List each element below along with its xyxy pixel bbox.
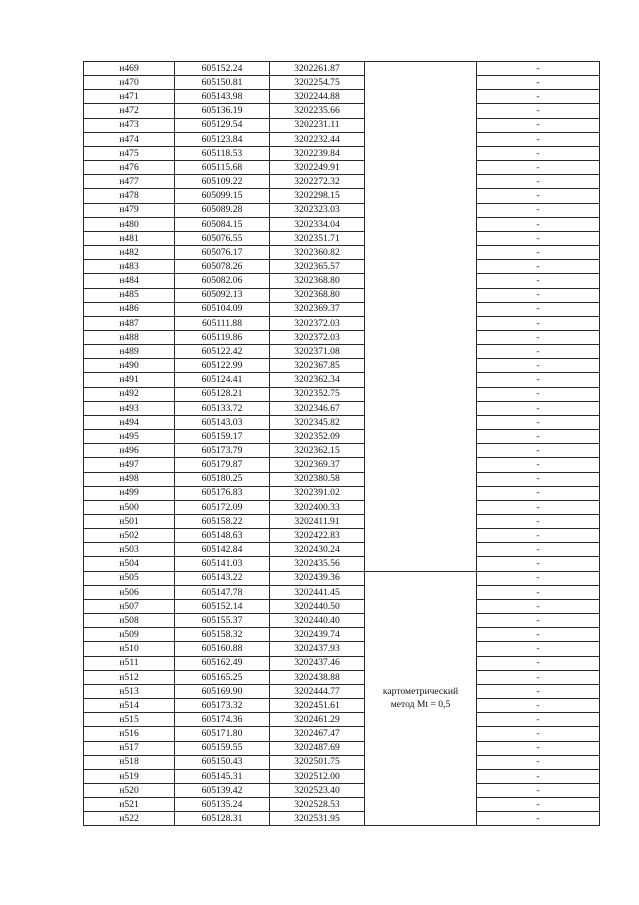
table-row xyxy=(84,486,600,500)
accuracy-mark-cell: - xyxy=(477,699,600,713)
y-coordinate-cell: 3202254.75 xyxy=(270,76,365,90)
accuracy-mark-cell: - xyxy=(477,373,600,387)
accuracy-mark-cell: - xyxy=(477,713,600,727)
accuracy-mark-cell: - xyxy=(477,330,600,344)
accuracy-mark-cell: - xyxy=(477,132,600,146)
y-coordinate-cell: 3202430.24 xyxy=(270,543,365,557)
point-id-cell: н486 xyxy=(84,302,175,316)
x-coordinate-cell: 605115.68 xyxy=(175,161,270,175)
x-coordinate-cell: 605179.87 xyxy=(175,458,270,472)
point-id-cell: н495 xyxy=(84,430,175,444)
x-coordinate-cell: 605122.99 xyxy=(175,359,270,373)
y-coordinate-cell: 3202362.15 xyxy=(270,444,365,458)
accuracy-mark-cell: - xyxy=(477,203,600,217)
x-coordinate-cell: 605076.55 xyxy=(175,231,270,245)
x-coordinate-cell: 605173.32 xyxy=(175,699,270,713)
point-id-cell: н497 xyxy=(84,458,175,472)
accuracy-mark-cell: - xyxy=(477,500,600,514)
accuracy-mark-cell: - xyxy=(477,146,600,160)
method-cell xyxy=(365,62,477,572)
y-coordinate-cell: 3202371.08 xyxy=(270,345,365,359)
y-coordinate-cell: 3202438.88 xyxy=(270,670,365,684)
point-id-cell: н501 xyxy=(84,515,175,529)
accuracy-mark-cell: - xyxy=(477,260,600,274)
point-id-cell: н500 xyxy=(84,500,175,514)
point-id-cell: н493 xyxy=(84,401,175,415)
y-coordinate-cell: 3202244.88 xyxy=(270,90,365,104)
y-coordinate-cell: 3202444.77 xyxy=(270,684,365,698)
point-id-cell: н510 xyxy=(84,642,175,656)
x-coordinate-cell: 605159.17 xyxy=(175,430,270,444)
y-coordinate-cell: 3202323.03 xyxy=(270,203,365,217)
y-coordinate-cell: 3202369.37 xyxy=(270,302,365,316)
accuracy-mark-cell: - xyxy=(477,755,600,769)
point-id-cell: н491 xyxy=(84,373,175,387)
point-id-cell: н514 xyxy=(84,699,175,713)
point-id-cell: н515 xyxy=(84,713,175,727)
accuracy-mark-cell: - xyxy=(477,628,600,642)
point-id-cell: н483 xyxy=(84,260,175,274)
point-id-cell: н496 xyxy=(84,444,175,458)
x-coordinate-cell: 605143.03 xyxy=(175,415,270,429)
table-row xyxy=(84,684,600,698)
x-coordinate-cell: 605076.17 xyxy=(175,246,270,260)
table-row xyxy=(84,543,600,557)
x-coordinate-cell: 605173.79 xyxy=(175,444,270,458)
point-id-cell: н506 xyxy=(84,585,175,599)
table-row xyxy=(84,345,600,359)
x-coordinate-cell: 605123.84 xyxy=(175,132,270,146)
table-row xyxy=(84,175,600,189)
point-id-cell: н509 xyxy=(84,628,175,642)
table-row xyxy=(84,557,600,571)
accuracy-mark-cell: - xyxy=(477,727,600,741)
y-coordinate-cell: 3202512.00 xyxy=(270,769,365,783)
table-row xyxy=(84,316,600,330)
y-coordinate-cell: 3202411.91 xyxy=(270,515,365,529)
x-coordinate-cell: 605150.81 xyxy=(175,76,270,90)
accuracy-mark-cell: - xyxy=(477,741,600,755)
table-row xyxy=(84,430,600,444)
y-coordinate-cell: 3202232.44 xyxy=(270,132,365,146)
point-id-cell: н476 xyxy=(84,161,175,175)
accuracy-mark-cell: - xyxy=(477,104,600,118)
y-coordinate-cell: 3202528.53 xyxy=(270,798,365,812)
x-coordinate-cell: 605092.13 xyxy=(175,288,270,302)
accuracy-mark-cell: - xyxy=(477,486,600,500)
x-coordinate-cell: 605099.15 xyxy=(175,189,270,203)
y-coordinate-cell: 3202380.58 xyxy=(270,472,365,486)
point-id-cell: н517 xyxy=(84,741,175,755)
accuracy-mark-cell: - xyxy=(477,231,600,245)
y-coordinate-cell: 3202352.75 xyxy=(270,387,365,401)
accuracy-mark-cell: - xyxy=(477,345,600,359)
point-id-cell: н484 xyxy=(84,274,175,288)
method-text-line: метод Mt = 0,5 xyxy=(390,698,451,710)
table-row xyxy=(84,359,600,373)
x-coordinate-cell: 605142.84 xyxy=(175,543,270,557)
table-row xyxy=(84,76,600,90)
accuracy-mark-cell: - xyxy=(477,90,600,104)
table-row xyxy=(84,387,600,401)
y-coordinate-cell: 3202352.09 xyxy=(270,430,365,444)
method-cell xyxy=(365,571,477,826)
table-row xyxy=(84,203,600,217)
y-coordinate-cell: 3202345.82 xyxy=(270,415,365,429)
point-id-cell: н489 xyxy=(84,345,175,359)
x-coordinate-cell: 605171.80 xyxy=(175,727,270,741)
accuracy-mark-cell: - xyxy=(477,387,600,401)
accuracy-mark-cell: - xyxy=(477,585,600,599)
table-row xyxy=(84,571,600,585)
y-coordinate-cell: 3202451.61 xyxy=(270,699,365,713)
table-row xyxy=(84,118,600,132)
x-coordinate-cell: 605111.88 xyxy=(175,316,270,330)
x-coordinate-cell: 605078.26 xyxy=(175,260,270,274)
x-coordinate-cell: 605147.78 xyxy=(175,585,270,599)
point-id-cell: н488 xyxy=(84,330,175,344)
method-text-line: картометрический xyxy=(382,685,459,697)
point-id-cell: н498 xyxy=(84,472,175,486)
accuracy-mark-cell: - xyxy=(477,798,600,812)
x-coordinate-cell: 605119.86 xyxy=(175,330,270,344)
x-coordinate-cell: 605143.22 xyxy=(175,571,270,585)
accuracy-mark-cell: - xyxy=(477,76,600,90)
y-coordinate-cell: 3202235.66 xyxy=(270,104,365,118)
point-id-cell: н481 xyxy=(84,231,175,245)
x-coordinate-cell: 605155.37 xyxy=(175,614,270,628)
point-id-cell: н520 xyxy=(84,783,175,797)
accuracy-mark-cell: - xyxy=(477,529,600,543)
point-id-cell: н471 xyxy=(84,90,175,104)
point-id-cell: н480 xyxy=(84,217,175,231)
table-row xyxy=(84,585,600,599)
table-row xyxy=(84,599,600,613)
accuracy-mark-cell: - xyxy=(477,670,600,684)
point-id-cell: н470 xyxy=(84,76,175,90)
x-coordinate-cell: 605162.49 xyxy=(175,656,270,670)
y-coordinate-cell: 3202367.85 xyxy=(270,359,365,373)
y-coordinate-cell: 3202435.56 xyxy=(270,557,365,571)
accuracy-mark-cell: - xyxy=(477,217,600,231)
table-row xyxy=(84,529,600,543)
x-coordinate-cell: 605082.06 xyxy=(175,274,270,288)
y-coordinate-cell: 3202362.34 xyxy=(270,373,365,387)
accuracy-mark-cell: - xyxy=(477,415,600,429)
table-row xyxy=(84,741,600,755)
x-coordinate-cell: 605118.53 xyxy=(175,146,270,160)
x-coordinate-cell: 605165.25 xyxy=(175,670,270,684)
x-coordinate-cell: 605169.90 xyxy=(175,684,270,698)
table-row xyxy=(84,161,600,175)
accuracy-mark-cell: - xyxy=(477,161,600,175)
x-coordinate-cell: 605159.55 xyxy=(175,741,270,755)
x-coordinate-cell: 605150.43 xyxy=(175,755,270,769)
table-row xyxy=(84,132,600,146)
table-row xyxy=(84,260,600,274)
y-coordinate-cell: 3202372.03 xyxy=(270,330,365,344)
point-id-cell: н472 xyxy=(84,104,175,118)
y-coordinate-cell: 3202346.67 xyxy=(270,401,365,415)
y-coordinate-cell: 3202439.74 xyxy=(270,628,365,642)
x-coordinate-cell: 605176.83 xyxy=(175,486,270,500)
table-row xyxy=(84,755,600,769)
x-coordinate-cell: 605152.14 xyxy=(175,599,270,613)
accuracy-mark-cell: - xyxy=(477,62,600,76)
x-coordinate-cell: 605084.15 xyxy=(175,217,270,231)
accuracy-mark-cell: - xyxy=(477,783,600,797)
table-row xyxy=(84,246,600,260)
table-row xyxy=(84,288,600,302)
point-id-cell: н521 xyxy=(84,798,175,812)
point-id-cell: н479 xyxy=(84,203,175,217)
x-coordinate-cell: 605136.19 xyxy=(175,104,270,118)
table-row xyxy=(84,330,600,344)
x-coordinate-cell: 605174.36 xyxy=(175,713,270,727)
x-coordinate-cell: 605158.22 xyxy=(175,515,270,529)
table-row xyxy=(84,415,600,429)
y-coordinate-cell: 3202439.36 xyxy=(270,571,365,585)
table-row xyxy=(84,727,600,741)
y-coordinate-cell: 3202441.45 xyxy=(270,585,365,599)
y-coordinate-cell: 3202487.69 xyxy=(270,741,365,755)
accuracy-mark-cell: - xyxy=(477,472,600,486)
accuracy-mark-cell: - xyxy=(477,401,600,415)
table-row xyxy=(84,614,600,628)
y-coordinate-cell: 3202249.91 xyxy=(270,161,365,175)
table-row xyxy=(84,373,600,387)
y-coordinate-cell: 3202360.82 xyxy=(270,246,365,260)
table-row xyxy=(84,500,600,514)
table-row xyxy=(84,713,600,727)
x-coordinate-cell: 605122.42 xyxy=(175,345,270,359)
accuracy-mark-cell: - xyxy=(477,274,600,288)
x-coordinate-cell: 605152.24 xyxy=(175,62,270,76)
x-coordinate-cell: 605143.98 xyxy=(175,90,270,104)
y-coordinate-cell: 3202437.46 xyxy=(270,656,365,670)
x-coordinate-cell: 605109.22 xyxy=(175,175,270,189)
table-row xyxy=(84,458,600,472)
accuracy-mark-cell: - xyxy=(477,118,600,132)
y-coordinate-cell: 3202440.40 xyxy=(270,614,365,628)
table-row xyxy=(84,783,600,797)
accuracy-mark-cell: - xyxy=(477,684,600,698)
y-coordinate-cell: 3202368.80 xyxy=(270,274,365,288)
accuracy-mark-cell: - xyxy=(477,430,600,444)
x-coordinate-cell: 605139.42 xyxy=(175,783,270,797)
accuracy-mark-cell: - xyxy=(477,288,600,302)
x-coordinate-cell: 605141.03 xyxy=(175,557,270,571)
point-id-cell: н512 xyxy=(84,670,175,684)
coordinates-table-body xyxy=(84,62,600,826)
y-coordinate-cell: 3202334.04 xyxy=(270,217,365,231)
x-coordinate-cell: 605135.24 xyxy=(175,798,270,812)
x-coordinate-cell: 605158.32 xyxy=(175,628,270,642)
x-coordinate-cell: 605180.25 xyxy=(175,472,270,486)
y-coordinate-cell: 3202368.80 xyxy=(270,288,365,302)
accuracy-mark-cell: - xyxy=(477,246,600,260)
point-id-cell: н482 xyxy=(84,246,175,260)
point-id-cell: н516 xyxy=(84,727,175,741)
table-row xyxy=(84,217,600,231)
accuracy-mark-cell: - xyxy=(477,769,600,783)
y-coordinate-cell: 3202272.32 xyxy=(270,175,365,189)
accuracy-mark-cell: - xyxy=(477,571,600,585)
accuracy-mark-cell: - xyxy=(477,302,600,316)
table-row xyxy=(84,62,600,76)
table-row xyxy=(84,798,600,812)
table-row xyxy=(84,90,600,104)
point-id-cell: н469 xyxy=(84,62,175,76)
y-coordinate-cell: 3202467.47 xyxy=(270,727,365,741)
y-coordinate-cell: 3202531.95 xyxy=(270,812,365,826)
point-id-cell: н522 xyxy=(84,812,175,826)
y-coordinate-cell: 3202261.87 xyxy=(270,62,365,76)
table-row xyxy=(84,104,600,118)
y-coordinate-cell: 3202501.75 xyxy=(270,755,365,769)
point-id-cell: н492 xyxy=(84,387,175,401)
point-id-cell: н473 xyxy=(84,118,175,132)
x-coordinate-cell: 605104.09 xyxy=(175,302,270,316)
y-coordinate-cell: 3202231.11 xyxy=(270,118,365,132)
table-row xyxy=(84,812,600,826)
accuracy-mark-cell: - xyxy=(477,557,600,571)
table-row xyxy=(84,274,600,288)
accuracy-mark-cell: - xyxy=(477,359,600,373)
point-id-cell: н478 xyxy=(84,189,175,203)
table-row xyxy=(84,670,600,684)
accuracy-mark-cell: - xyxy=(477,812,600,826)
table-row xyxy=(84,146,600,160)
point-id-cell: н494 xyxy=(84,415,175,429)
point-id-cell: н504 xyxy=(84,557,175,571)
coordinates-table xyxy=(83,61,600,826)
point-id-cell: н474 xyxy=(84,132,175,146)
accuracy-mark-cell: - xyxy=(477,515,600,529)
table-row xyxy=(84,231,600,245)
y-coordinate-cell: 3202391.02 xyxy=(270,486,365,500)
table-row xyxy=(84,401,600,415)
accuracy-mark-cell: - xyxy=(477,316,600,330)
x-coordinate-cell: 605133.72 xyxy=(175,401,270,415)
table-row xyxy=(84,769,600,783)
y-coordinate-cell: 3202239.84 xyxy=(270,146,365,160)
table-row xyxy=(84,189,600,203)
point-id-cell: н518 xyxy=(84,755,175,769)
y-coordinate-cell: 3202365.57 xyxy=(270,260,365,274)
x-coordinate-cell: 605128.21 xyxy=(175,387,270,401)
point-id-cell: н511 xyxy=(84,656,175,670)
x-coordinate-cell: 605124.41 xyxy=(175,373,270,387)
accuracy-mark-cell: - xyxy=(477,458,600,472)
accuracy-mark-cell: - xyxy=(477,642,600,656)
accuracy-mark-cell: - xyxy=(477,543,600,557)
point-id-cell: н487 xyxy=(84,316,175,330)
table-row xyxy=(84,642,600,656)
point-id-cell: н477 xyxy=(84,175,175,189)
table-row xyxy=(84,444,600,458)
point-id-cell: н513 xyxy=(84,684,175,698)
y-coordinate-cell: 3202440.50 xyxy=(270,599,365,613)
accuracy-mark-cell: - xyxy=(477,614,600,628)
table-row xyxy=(84,515,600,529)
table-row xyxy=(84,656,600,670)
y-coordinate-cell: 3202400.33 xyxy=(270,500,365,514)
table-row xyxy=(84,472,600,486)
accuracy-mark-cell: - xyxy=(477,175,600,189)
accuracy-mark-cell: - xyxy=(477,189,600,203)
point-id-cell: н508 xyxy=(84,614,175,628)
y-coordinate-cell: 3202422.83 xyxy=(270,529,365,543)
y-coordinate-cell: 3202523.40 xyxy=(270,783,365,797)
table-row xyxy=(84,302,600,316)
accuracy-mark-cell: - xyxy=(477,444,600,458)
table-row xyxy=(84,699,600,713)
y-coordinate-cell: 3202298.15 xyxy=(270,189,365,203)
y-coordinate-cell: 3202351.71 xyxy=(270,231,365,245)
point-id-cell: н519 xyxy=(84,769,175,783)
point-id-cell: н502 xyxy=(84,529,175,543)
accuracy-mark-cell: - xyxy=(477,599,600,613)
x-coordinate-cell: 605145.31 xyxy=(175,769,270,783)
table-row xyxy=(84,628,600,642)
x-coordinate-cell: 605089.28 xyxy=(175,203,270,217)
point-id-cell: н490 xyxy=(84,359,175,373)
point-id-cell: н503 xyxy=(84,543,175,557)
y-coordinate-cell: 3202437.93 xyxy=(270,642,365,656)
x-coordinate-cell: 605172.09 xyxy=(175,500,270,514)
y-coordinate-cell: 3202461.29 xyxy=(270,713,365,727)
x-coordinate-cell: 605160.88 xyxy=(175,642,270,656)
point-id-cell: н505 xyxy=(84,571,175,585)
x-coordinate-cell: 605129.54 xyxy=(175,118,270,132)
point-id-cell: н507 xyxy=(84,599,175,613)
x-coordinate-cell: 605148.63 xyxy=(175,529,270,543)
point-id-cell: н485 xyxy=(84,288,175,302)
y-coordinate-cell: 3202369.37 xyxy=(270,458,365,472)
point-id-cell: н475 xyxy=(84,146,175,160)
x-coordinate-cell: 605128.31 xyxy=(175,812,270,826)
accuracy-mark-cell: - xyxy=(477,656,600,670)
point-id-cell: н499 xyxy=(84,486,175,500)
y-coordinate-cell: 3202372.03 xyxy=(270,316,365,330)
